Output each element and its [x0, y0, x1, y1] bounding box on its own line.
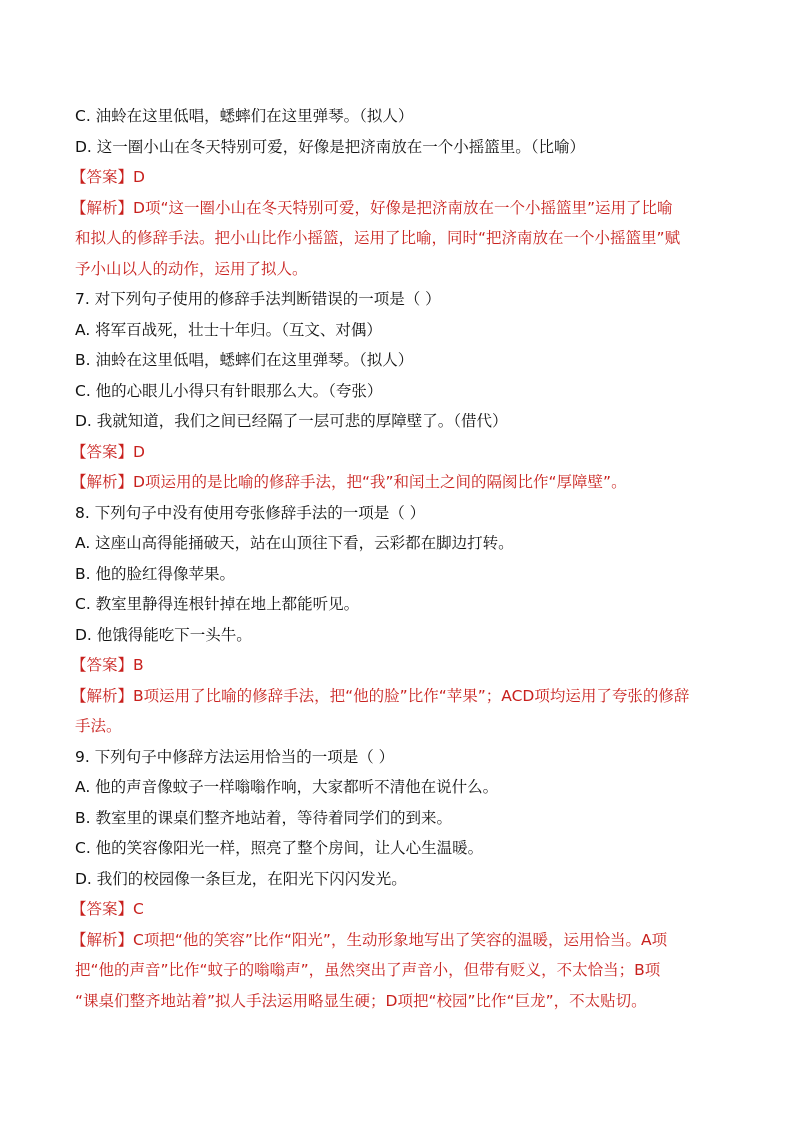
answer-tag: 【答案】 [71, 656, 134, 674]
answer-value: D [133, 168, 145, 186]
analysis-tag: 【解析】 [71, 930, 134, 949]
q9-analysis-line-3: “课桌们整齐地站着”拟人手法运用略显生硬；D项把“校园”比作“巨龙”，不太贴切。 [75, 991, 647, 1010]
q7-option-d: D. 我就知道，我们之间已经隔了一层可悲的厚障壁了。（借代） [75, 412, 508, 430]
q7-option-b: B. 油蛉在这里低唱，蟋蟀们在这里弹琴。（拟人） [75, 351, 414, 369]
q8-analysis-line-1 [71, 681, 725, 712]
answer-value: B [133, 656, 144, 674]
q9-answer [71, 894, 725, 925]
q7-stem: 7. 对下列句子使用的修辞手法判断错误的一项是（ ） [75, 290, 441, 308]
analysis-text: D项运用的是比喻的修辞手法，把“我”和闰土之间的隔阂比作“厚障壁”。 [133, 473, 627, 491]
q8-option-d: D. 他饿得能吃下一头牛。 [75, 625, 252, 644]
q9-stem: 9. 下列句子中修辞方法运用恰当的一项是（ ） [75, 747, 395, 766]
q7-option-c: C. 他的心眼儿小得只有针眼那么大。（夸张） [75, 381, 383, 400]
analysis-tag: 【解析】 [71, 686, 134, 705]
q6-analysis-line-1 [71, 193, 725, 224]
q6-analysis-line-3: 予小山以人的动作，运用了拟人。 [75, 259, 308, 278]
answer-value: D [133, 442, 145, 461]
q6-option-d: D. 这一圈小山在冬天特别可爱，好像是把济南放在一个小摇篮里。（比喻） [75, 137, 586, 156]
q9-option-b: B. 教室里的课桌们整齐地站着，等待着同学们的到来。 [75, 808, 452, 827]
answer-tag: 【答案】 [71, 168, 134, 186]
q8-option-b: B. 他的脸红得像苹果。 [75, 564, 235, 583]
q9-option-a: A. 他的声音像蚊子一样嗡嗡作响，大家都听不清他在说什么。 [75, 778, 499, 796]
answer-tag: 【答案】 [71, 900, 134, 918]
q7-analysis [71, 467, 725, 498]
answer-tag: 【答案】 [71, 442, 134, 461]
q8-stem: 8. 下列句子中没有使用夸张修辞手法的一项是（ ） [75, 503, 426, 522]
analysis-tag: 【解析】 [71, 473, 134, 491]
q8-answer [71, 650, 725, 681]
answer-value: C [133, 900, 144, 918]
q8-option-c: C. 教室里静得连根针掉在地上都能听见。 [75, 595, 360, 613]
q6-analysis-line-2: 和拟人的修辞手法。把小山比作小摇篮，运用了比喻，同时“把济南放在一个小摇篮里”赋 [75, 229, 681, 247]
q8-analysis-line-2: 手法。 [75, 717, 122, 735]
q7-option-a: A. 将军百战死，壮士十年归。（互文、对偶） [75, 320, 382, 339]
q7-answer [71, 437, 725, 468]
q9-option-c: C. 他的笑容像阳光一样，照亮了整个房间，让人心生温暖。 [75, 839, 484, 857]
q9-analysis-line-1 [71, 925, 725, 956]
q6-answer [71, 162, 725, 193]
q6-option-c: C. 油蛉在这里低唱，蟋蟀们在这里弹琴。（拟人） [75, 107, 414, 125]
analysis-tag: 【解析】 [71, 198, 134, 217]
document-page [71, 101, 725, 1016]
q8-option-a: A. 这座山高得能捅破天，站在山顶往下看，云彩都在脚边打转。 [75, 534, 514, 552]
q9-analysis-line-2: 把“他的声音”比作“蚊子的嗡嗡声”，虽然突出了声音小，但带有贬义，不太恰当；B项 [75, 961, 661, 979]
analysis-text: D项“这一圈小山在冬天特别可爱，好像是把济南放在一个小摇篮里”运用了比喻 [133, 198, 673, 217]
q9-option-d: D. 我们的校园像一条巨龙，在阳光下闪闪发光。 [75, 869, 407, 888]
analysis-text: B项运用了比喻的修辞手法，把“他的脸”比作“苹果”；ACD项均运用了夸张的修辞 [133, 686, 690, 705]
analysis-text: C项把“他的笑容”比作“阳光”，生动形象地写出了笑容的温暖，运用恰当。A项 [133, 930, 668, 949]
